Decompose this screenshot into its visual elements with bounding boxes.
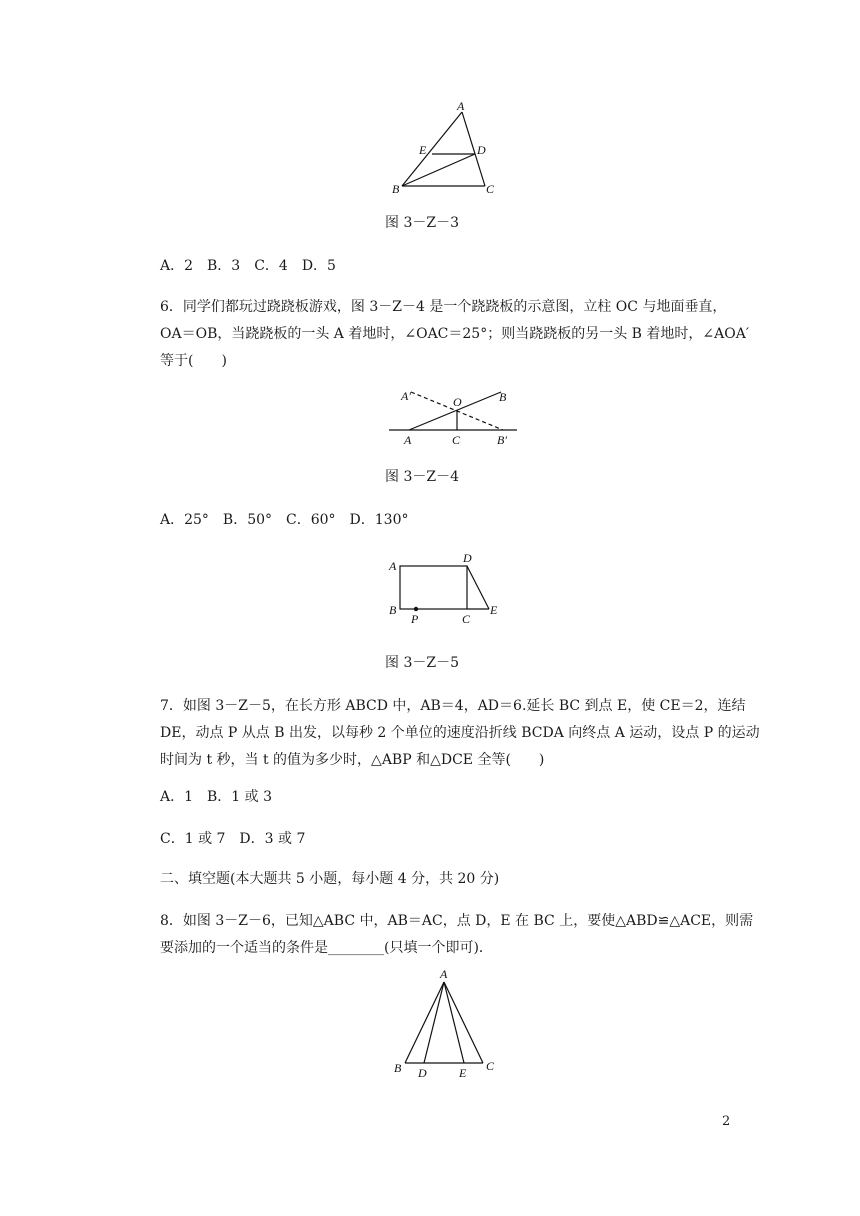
- q6-line-2: OA＝OB，当跷跷板的一头 A 着地时，∠OAC＝25°；则当跷跷板的另一头 B 着地时，∠AOA′: [160, 326, 750, 342]
- figure-3-z-3: [385, 98, 505, 198]
- q6-options: A．25° B．50° C．60° D．130°: [160, 512, 409, 528]
- label-b: B: [389, 603, 397, 617]
- figure-caption-3-z-3: 图 3－Z－3: [385, 215, 459, 231]
- label-o: O: [453, 395, 462, 409]
- q7-options-2: C．1 或 7 D．3 或 7: [160, 831, 306, 847]
- label-c: C: [486, 1059, 495, 1073]
- label-d: D: [418, 1066, 427, 1080]
- q6-line-3: 等于( ): [160, 353, 227, 369]
- q7-line-2: DE，动点 P 从点 B 出发，以每秒 2 个单位的速度沿折线 BCDA 向终点 A 运动，设点 P 的运动: [160, 725, 760, 741]
- q7-options-1: A．1 B．1 或 3: [160, 789, 273, 805]
- section-2-heading: 二、填空题(本大题共 5 小题，每小题 4 分，共 20 分): [160, 871, 500, 887]
- label-e: E: [459, 1066, 467, 1080]
- figure-3-z-5: [385, 550, 505, 630]
- label-e: E: [419, 143, 427, 157]
- label-p: P: [411, 612, 419, 626]
- figure-caption-3-z-4: 图 3－Z－4: [385, 469, 459, 485]
- figure-caption-3-z-5: 图 3－Z－5: [385, 655, 459, 671]
- label-a: A: [389, 559, 397, 573]
- label-b: B: [499, 390, 507, 404]
- triangle-figure-3-z-3: [385, 98, 505, 198]
- label-a-prime: A′: [401, 389, 411, 403]
- label-d: D: [477, 143, 486, 157]
- q6-line-1: 6．同学们都玩过跷跷板游戏，图 3－Z－4 是一个跷跷板的示意图，立柱 OC 与地面垂直，: [160, 299, 727, 315]
- label-b: B: [394, 1061, 402, 1075]
- label-c: C: [452, 433, 461, 447]
- seesaw-figure-3-z-4: [385, 384, 525, 450]
- point-p: [414, 607, 418, 611]
- isosceles-triangle-figure-3-z-6: [385, 966, 505, 1080]
- q8-line-1: 8．如图 3－Z－6，已知△ABC 中，AB＝AC，点 D，E 在 BC 上，要使△ABD≌△ACE，则需: [160, 913, 754, 929]
- q8-line-2: 要添加的一个适当的条件是________(只填一个即可)．: [160, 940, 493, 956]
- label-b-prime: B′: [497, 433, 507, 447]
- figure-3-z-4: [385, 384, 525, 450]
- label-d: D: [463, 551, 472, 565]
- label-e: E: [490, 603, 498, 617]
- label-c: C: [486, 182, 495, 196]
- page-number: 2: [722, 1114, 731, 1129]
- label-c: C: [462, 612, 471, 626]
- label-a: A: [404, 433, 412, 447]
- label-b: B: [392, 182, 400, 196]
- q5-options: A．2 B．3 C．4 D．5: [160, 258, 336, 274]
- q7-line-1: 7．如图 3－Z－5，在长方形 ABCD 中，AB＝4，AD＝6.延长 BC 到点 E，使 CE＝2，连结: [160, 698, 746, 714]
- rectangle-figure-3-z-5: [385, 550, 505, 630]
- label-a: A: [457, 99, 465, 113]
- figure-3-z-6: [385, 966, 505, 1080]
- q7-line-3: 时间为 t 秒，当 t 的值为多少时，△ABP 和△DCE 全等( ): [160, 752, 545, 768]
- label-a: A: [440, 967, 448, 981]
